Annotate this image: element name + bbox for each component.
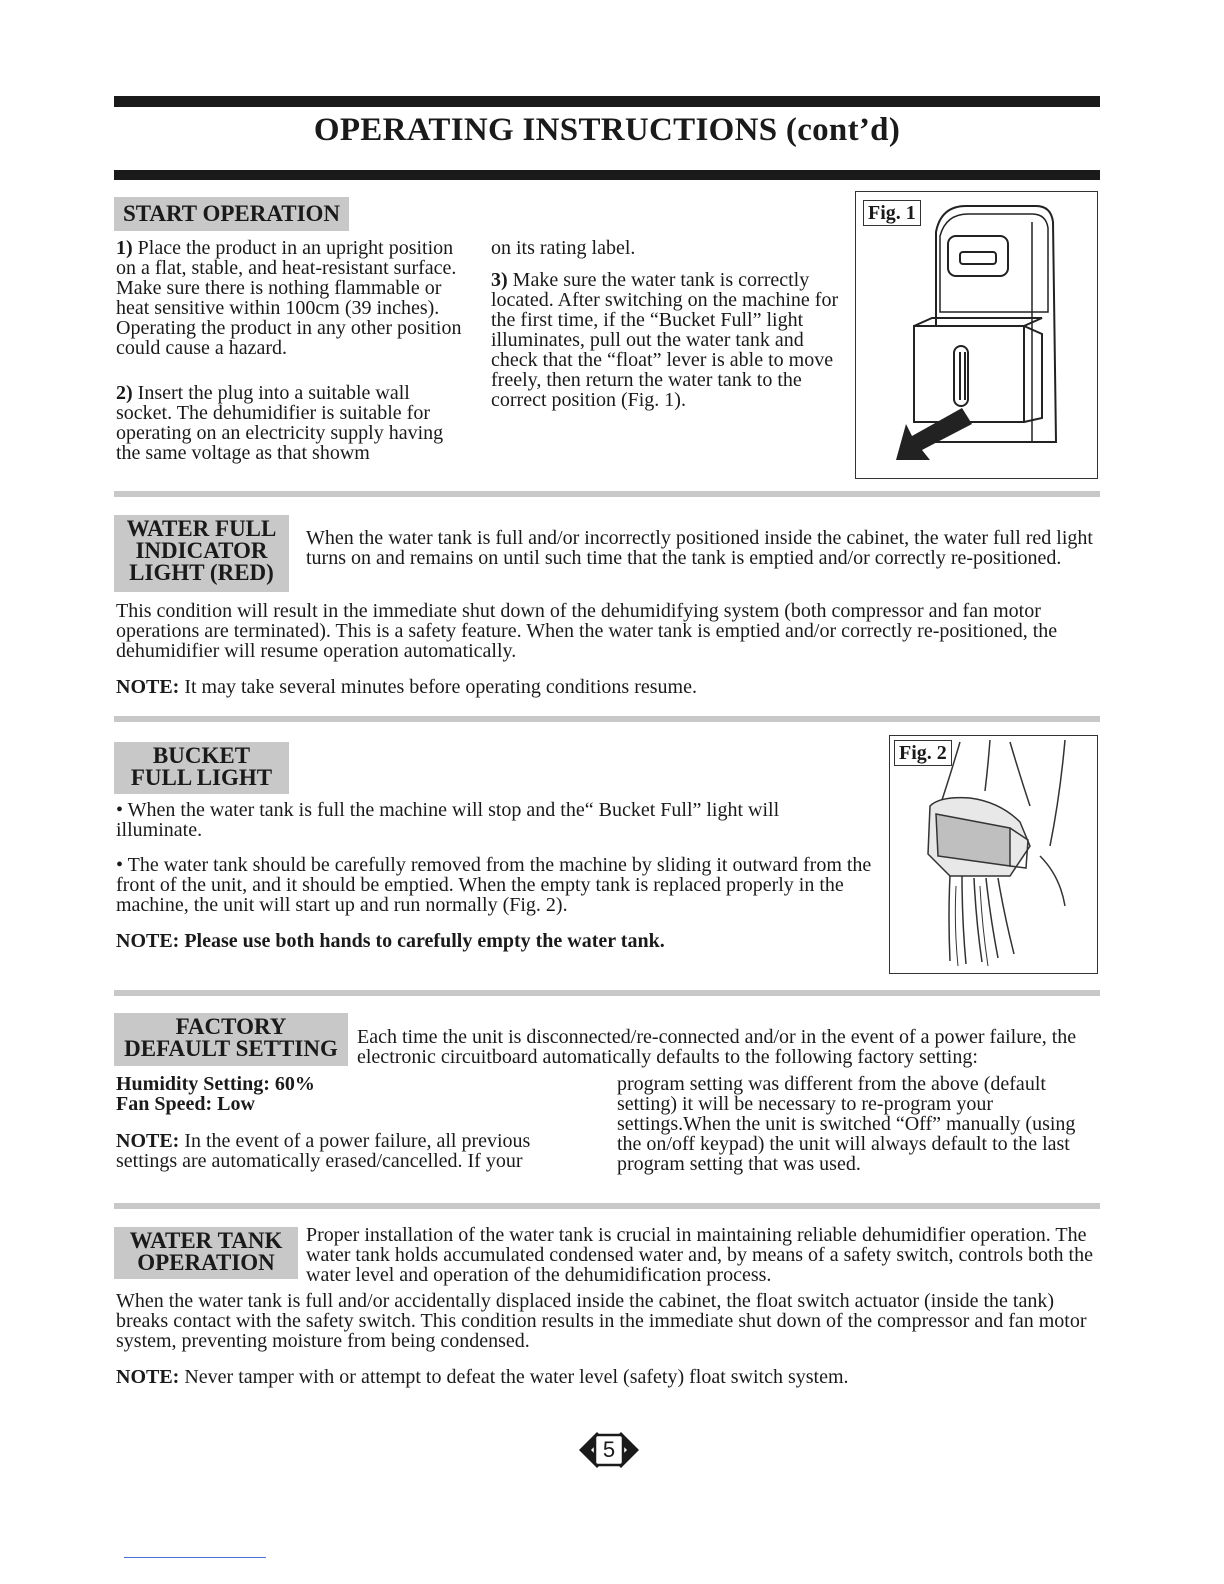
step-2-continued: on its rating label.	[491, 237, 636, 259]
factory-intro: Each time the unit is disconnected/re-connected and/or in the event of a power failure, the electronic circuitboard automatically defaults to the following factory setting:	[357, 1026, 1077, 1068]
bucket-note: NOTE: Please use both hands to carefully empty the water tank.	[116, 930, 665, 952]
factory-note-right: program setting was different from the above (default setting) it will be necessary to re-program your settings.When the unit is switched “Off” manually (using the on/off keypad) the unit will always default to the last program setting that was used.	[617, 1073, 1076, 1175]
divider-1	[114, 491, 1100, 497]
bucket-bullet-1: • When the water tank is full the machine will stop and the“ Bucket Full” light will illuminate.	[116, 799, 780, 841]
page-number: 5	[602, 1437, 616, 1462]
water-full-intro: When the water tank is full and/or incorrectly positioned inside the cabinet, the water full red light turns on and remains on until such time that the tank is emptied and/or correctly re-positioned.	[306, 527, 1093, 569]
water-tank-body: When the water tank is full and/or accidentally displaced inside the cabinet, the float switch actuator (inside the tank) breaks contact with the safety switch. This condition results in the immediate shut down of the compressor and fan motor system, preventing moisture from being condensed.	[116, 1290, 1087, 1352]
step-3: 3) Make sure the water tank is correctly located. After switching on the machine for the first time, if the “Bucket Full” light illuminates, pull out the water tank and check that the “float” lever is able to move freely, then return the water tank to the correct position (Fig. 1).	[491, 269, 839, 411]
divider-3	[114, 990, 1100, 996]
figure-1-label: Fig. 1	[863, 200, 921, 226]
water-tank-note: NOTE: Never tamper with or attempt to defeat the water level (safety) float switch system.	[116, 1366, 849, 1388]
figure-1-box	[855, 191, 1098, 479]
start-right-column	[491, 238, 847, 410]
emptying-tank-illustration	[890, 736, 1097, 973]
bucket-full-light-label: BUCKET FULL LIGHT	[114, 742, 289, 794]
water-full-body: This condition will result in the immediate shut down of the dehumidifying system (both compressor and fan motor operations are terminated). This is a safety feature. When the water tank is emptied and/or correctly re-positioned, the dehumidifier will resume operation automatically.	[116, 600, 1058, 662]
factory-default-setting-label: FACTORY DEFAULT SETTING	[114, 1013, 348, 1066]
dehumidifier-illustration	[856, 192, 1097, 478]
water-tank-intro: Proper installation of the water tank is crucial in maintaining reliable dehumidifier operation. The water tank holds accumulated condensed water and, by means of a safety switch, controls both the water level and operation of the dehumidification process.	[306, 1224, 1093, 1286]
bucket-bullet-2: • The water tank should be carefully removed from the machine by sliding it outward from the front of the unit, and it should be emptied. When the empty tank is replaced properly in the machine, the unit will start up and run normally (Fig. 2).	[116, 854, 872, 916]
page-title: OPERATING INSTRUCTIONS (cont’d)	[313, 112, 901, 148]
start-left-column	[116, 238, 466, 358]
footer-link-underline	[124, 1557, 266, 1558]
figure-2-box	[889, 735, 1098, 974]
water-full-note: NOTE: It may take several minutes before operating conditions resume.	[116, 676, 697, 698]
step-1: 1) Place the product in an upright position on a flat, stable, and heat-resistant surface. Make sure there is nothing flammable or heat sensitive within 100cm (39 inches). Operating the product in any other position could cause a hazard.	[116, 237, 462, 359]
divider-4	[114, 1203, 1100, 1209]
start-left-column-step2	[116, 383, 468, 463]
top-bar	[114, 96, 1100, 107]
water-tank-operation-label: WATER TANK OPERATION	[114, 1227, 298, 1279]
fan-speed-setting: Fan Speed: Low	[116, 1093, 255, 1115]
step-2: 2) Insert the plug into a suitable wall socket. The dehumidifier is suitable for operating on an electricity supply having the same voltage as that showm	[116, 382, 444, 464]
figure-2-label: Fig. 2	[894, 740, 952, 766]
title-underline	[114, 170, 1100, 180]
humidity-setting: Humidity Setting: 60%	[116, 1073, 315, 1095]
water-full-indicator-label: WATER FULL INDICATOR LIGHT (RED)	[114, 515, 289, 592]
factory-note-left: NOTE: In the event of a power failure, all previous settings are automatically erased/cancelled. If your	[116, 1130, 531, 1172]
start-operation-label: START OPERATION	[114, 197, 349, 231]
divider-2	[114, 716, 1100, 722]
factory-settings-list	[116, 1074, 586, 1114]
page-number-badge	[577, 1428, 641, 1472]
